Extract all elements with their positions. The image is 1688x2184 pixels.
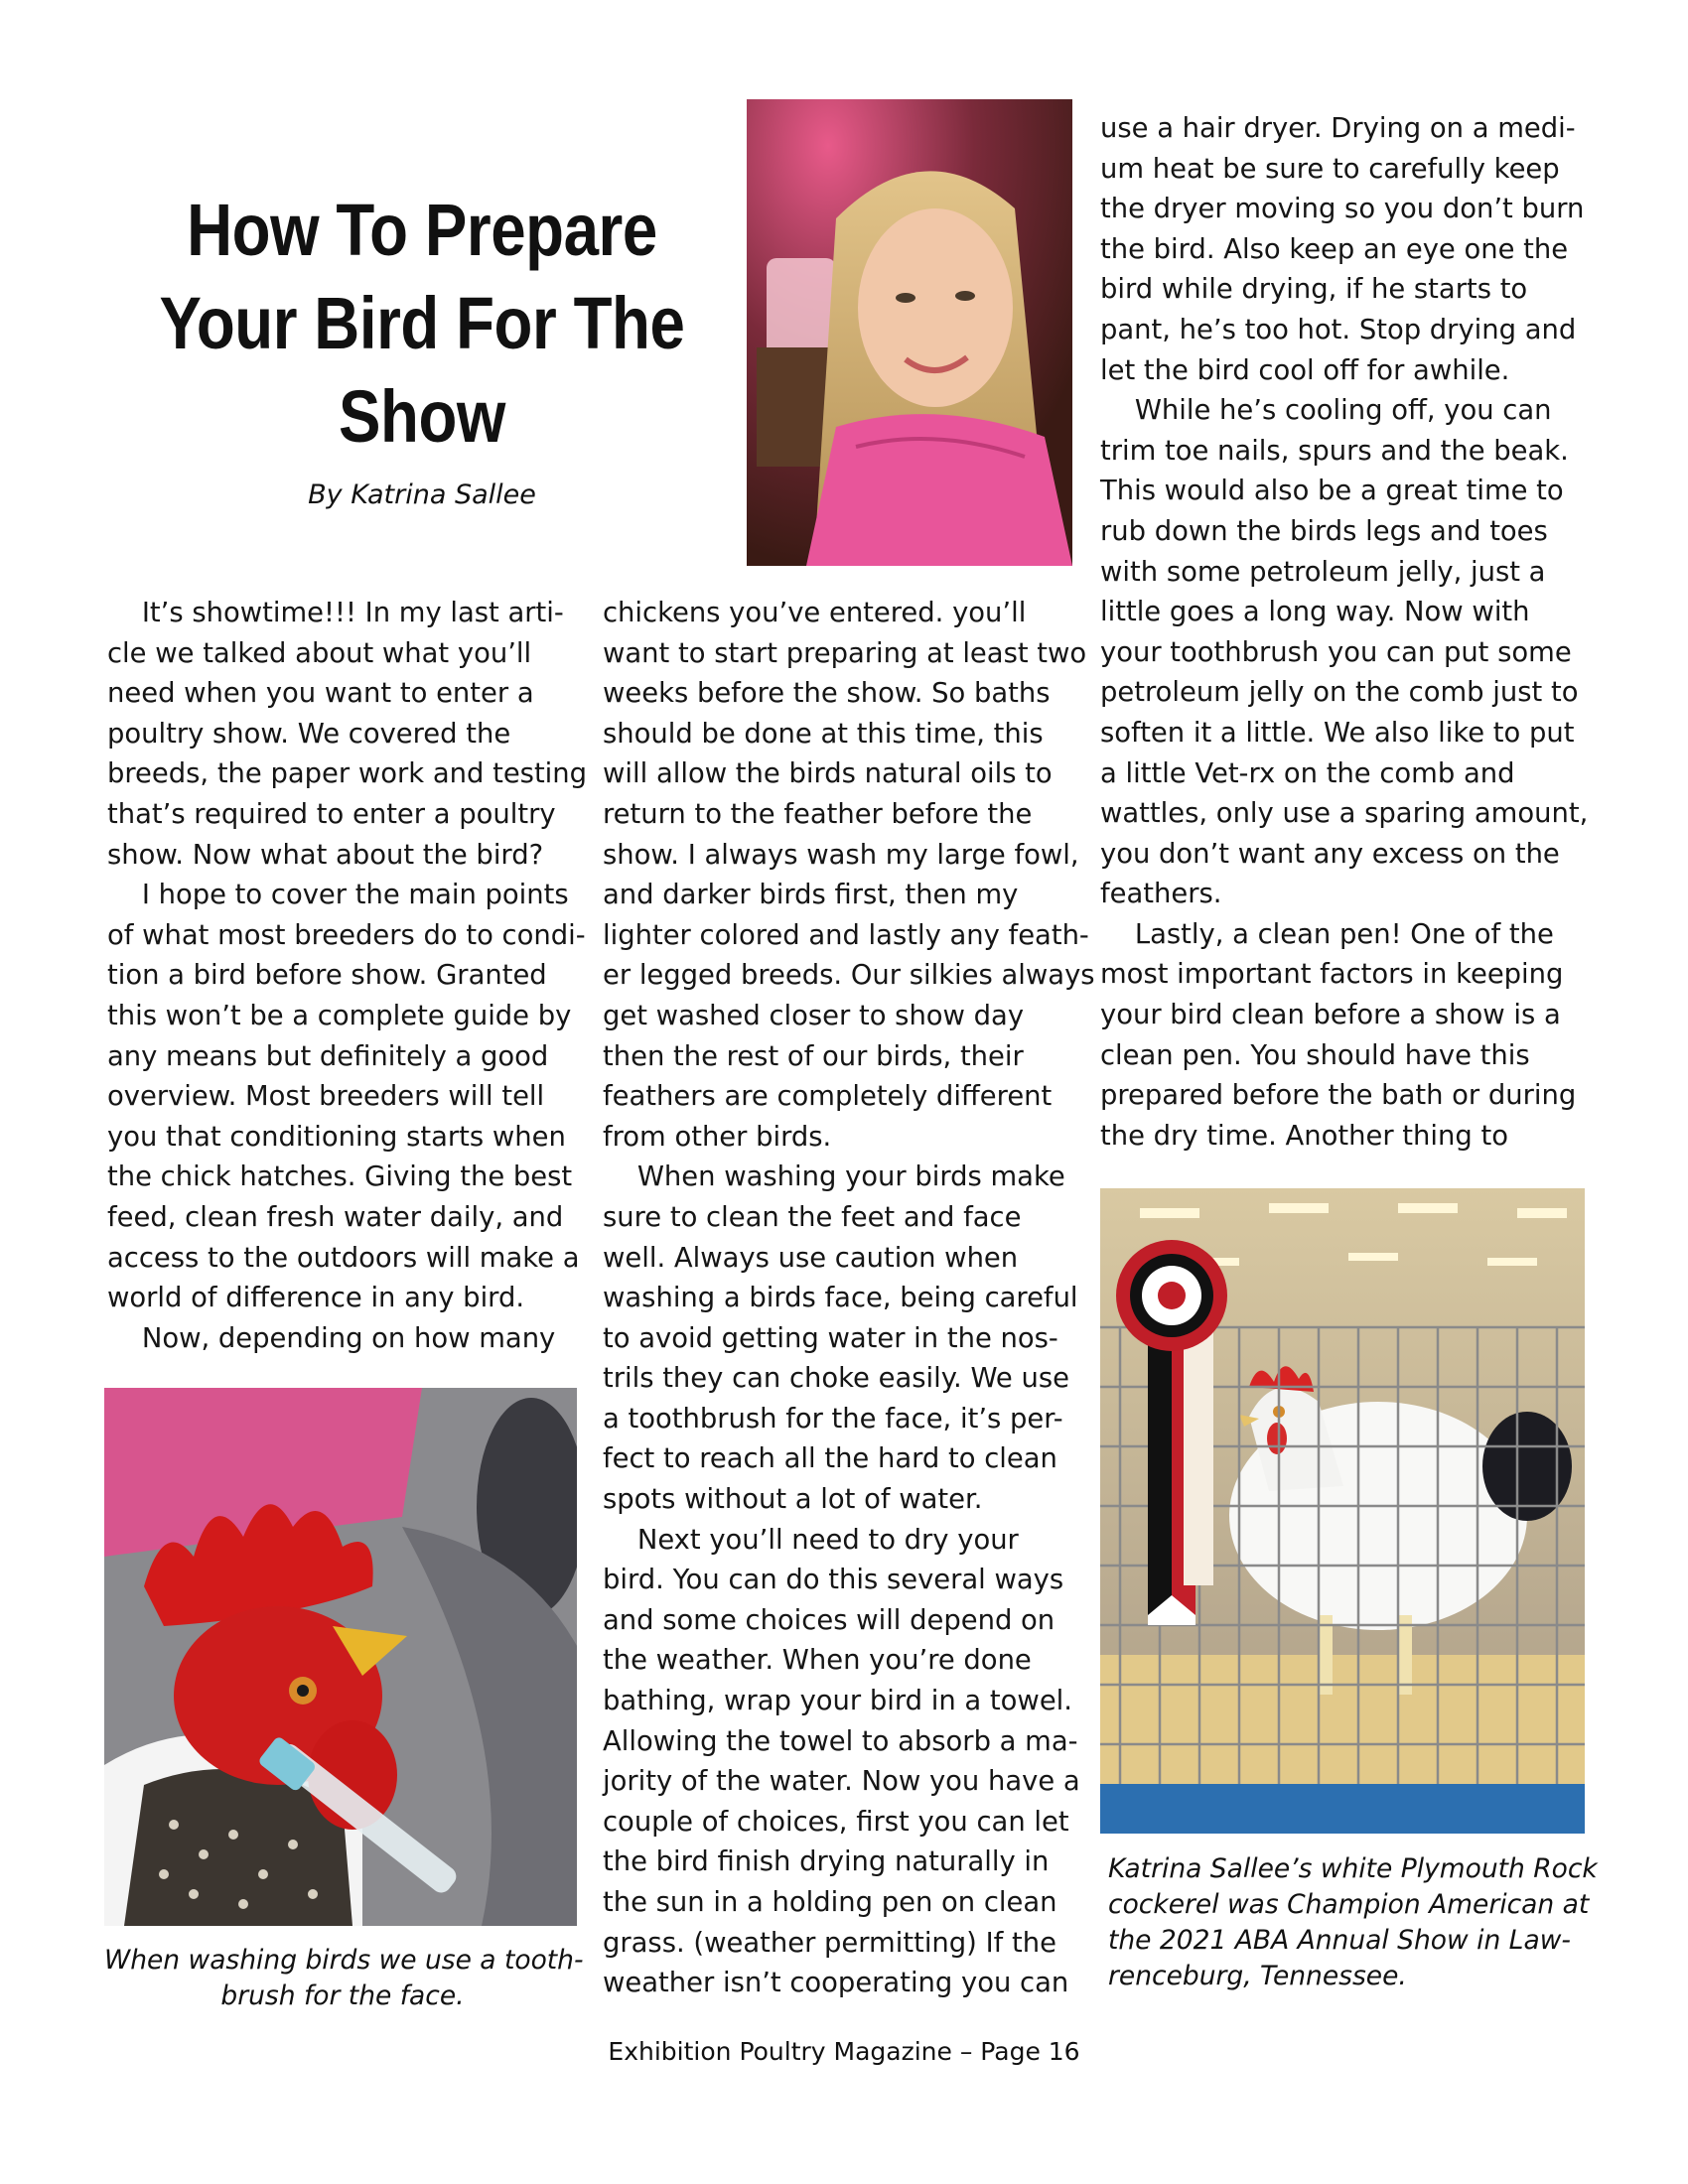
text-line: While he’s cooling off, you can [1100, 395, 1552, 427]
text-line: you that conditioning starts when [107, 1121, 566, 1153]
text-line: rub down the birds legs and toes [1100, 515, 1548, 547]
text-line: the chick hatches. Giving the best [107, 1161, 573, 1193]
text-line: you don’t want any excess on the [1100, 838, 1560, 870]
text-line: bathing, wrap your bird in a towel. [603, 1686, 1072, 1717]
text-line: er legged breeds. Our silkies always [603, 960, 1095, 992]
text-line: any means but definitely a good [107, 1040, 549, 1072]
text-line: pant, he’s too hot. Stop drying and [1100, 314, 1577, 345]
title-line: Show [339, 375, 505, 458]
text-line: the dryer moving so you don’t burn [1100, 194, 1585, 225]
article-column-1 [107, 594, 588, 1359]
text-line: your bird clean before a show is a [1100, 1000, 1561, 1031]
text-line: prepared before the bath or during [1100, 1080, 1577, 1112]
text-line: poultry show. We covered the [107, 718, 511, 750]
text-line: feathers are completely different [603, 1081, 1053, 1113]
text-line: weather isn’t cooperating you can [603, 1968, 1069, 1999]
text-line: Allowing the towel to absorb a ma- [603, 1725, 1078, 1757]
page-footer: Exhibition Poultry Magazine – Page 16 [608, 2037, 1080, 2066]
text-line: Lastly, a clean pen! One of the [1100, 918, 1554, 950]
text-line: It’s showtime!!! In my last arti- [107, 598, 564, 628]
text-line: spots without a lot of water. [603, 1484, 983, 1516]
author-photo-image [747, 99, 1072, 566]
text-line: trils they can choke easily. We use [603, 1363, 1069, 1395]
title-line: How To Prepare [187, 189, 657, 271]
text-line: chickens you’ve entered. you’ll [603, 598, 1027, 628]
text-line: and some choices will depend on [603, 1604, 1055, 1636]
text-line: get washed closer to show day [603, 1000, 1025, 1031]
photo-caption-right [1108, 1851, 1598, 1994]
text-line: show. Now what about the bird? [107, 839, 544, 871]
rooster-toothbrush-photo [104, 1388, 577, 1926]
text-line: feed, clean fresh water daily, and [107, 1201, 564, 1233]
text-line: soften it a little. We also like to put [1100, 717, 1575, 749]
title-line: Your Bird For The [159, 282, 685, 364]
text-line: use a hair dryer. Drying on a medi- [1100, 113, 1576, 144]
text-line: jority of the water. Now you have a [603, 1766, 1080, 1798]
text-line: let the bird cool off for awhile. [1100, 354, 1510, 386]
byline: By Katrina Sallee [308, 479, 536, 510]
text-line: to avoid getting water in the nos- [603, 1322, 1058, 1354]
text-line: a little Vet-rx on the comb and [1100, 757, 1515, 789]
photo-caption-left [104, 1943, 584, 2014]
text-line: return to the feather before the [603, 798, 1033, 830]
text-line: feathers. [1100, 879, 1222, 910]
text-line: a toothbrush for the face, it’s per- [603, 1403, 1063, 1434]
text-line: grass. (weather permitting) If the [603, 1927, 1056, 1959]
text-line: tion a bird before show. Granted [107, 960, 547, 992]
text-line: need when you want to enter a [107, 678, 534, 710]
text-line: the dry time. Another thing to [1100, 1120, 1508, 1152]
text-line: weeks before the show. So baths [603, 678, 1051, 710]
caption-line: brush for the face. [220, 1980, 465, 2011]
text-line: from other birds. [603, 1121, 832, 1153]
caption-line: When washing birds we use a tooth- [104, 1945, 584, 1976]
champion-rooster-photo [1100, 1188, 1585, 1834]
text-line: then the rest of our birds, their [603, 1040, 1024, 1072]
text-line: with some petroleum jelly, just a [1100, 556, 1546, 588]
text-line: washing a birds face, being careful [603, 1283, 1078, 1314]
text-line: well. Always use caution when [603, 1242, 1019, 1274]
text-line: petroleum jelly on the comb just to [1100, 677, 1579, 709]
caption-line: Katrina Sallee’s white Plymouth Rock [1108, 1853, 1598, 1884]
text-line: want to start preparing at least two [603, 637, 1087, 669]
text-line: the sun in a holding pen on clean [603, 1887, 1057, 1918]
text-line: um heat be sure to carefully keep [1100, 153, 1560, 185]
text-line: world of difference in any bird. [107, 1283, 525, 1314]
champion-rooster-image [1100, 1188, 1585, 1834]
text-line: I hope to cover the main points [107, 880, 569, 911]
text-line: breeds, the paper work and testing [107, 758, 588, 790]
text-line: clean pen. You should have this [1100, 1039, 1530, 1071]
author-photo [747, 99, 1072, 566]
article-column-3 [1100, 109, 1589, 1157]
rooster-toothbrush-image [104, 1388, 577, 1926]
text-line: the bird. Also keep an eye one the [1100, 233, 1569, 265]
text-line: the bird finish drying naturally in [603, 1846, 1050, 1878]
text-line: When washing your birds make [603, 1161, 1065, 1193]
text-line: access to the outdoors will make a [107, 1242, 580, 1274]
text-line: of what most breeders do to condi- [107, 919, 586, 951]
text-line: cle we talked about what you’ll [107, 637, 532, 669]
article-column-2 [603, 594, 1095, 2004]
text-line: This would also be a great time to [1100, 476, 1564, 507]
caption-line: cockerel was Champion American at [1108, 1889, 1590, 1920]
text-line: the weather. When you’re done [603, 1645, 1032, 1677]
text-line: bird while drying, if he starts to [1100, 274, 1528, 306]
article-title [149, 184, 695, 464]
text-line: sure to clean the feet and face [603, 1201, 1022, 1233]
caption-line: renceburg, Tennessee. [1108, 1961, 1407, 1991]
text-line: bird. You can do this several ways [603, 1565, 1064, 1596]
text-line: couple of choices, first you can let [603, 1806, 1069, 1838]
text-line: that’s required to enter a poultry [107, 798, 556, 830]
text-line: and darker birds first, then my [603, 880, 1019, 911]
text-line: little goes a long way. Now with [1100, 597, 1530, 628]
text-line: most important factors in keeping [1100, 959, 1564, 991]
text-line: should be done at this time, this [603, 718, 1044, 750]
caption-line: the 2021 ABA Annual Show in Law- [1108, 1925, 1571, 1956]
text-line: trim toe nails, spurs and the beak. [1100, 435, 1569, 467]
text-line: Now, depending on how many [107, 1322, 556, 1354]
text-line: your toothbrush you can put some [1100, 636, 1572, 668]
text-line: show. I always wash my large fowl, [603, 839, 1079, 871]
text-line: fect to reach all the hard to clean [603, 1443, 1057, 1475]
text-line: will allow the birds natural oils to [603, 758, 1053, 790]
text-line: wattles, only use a sparing amount, [1100, 798, 1589, 830]
text-line: this won’t be a complete guide by [107, 1000, 572, 1031]
text-line: lighter colored and lastly any feath- [603, 919, 1089, 951]
text-line: overview. Most breeders will tell [107, 1081, 545, 1113]
text-line: Next you’ll need to dry your [603, 1524, 1019, 1556]
